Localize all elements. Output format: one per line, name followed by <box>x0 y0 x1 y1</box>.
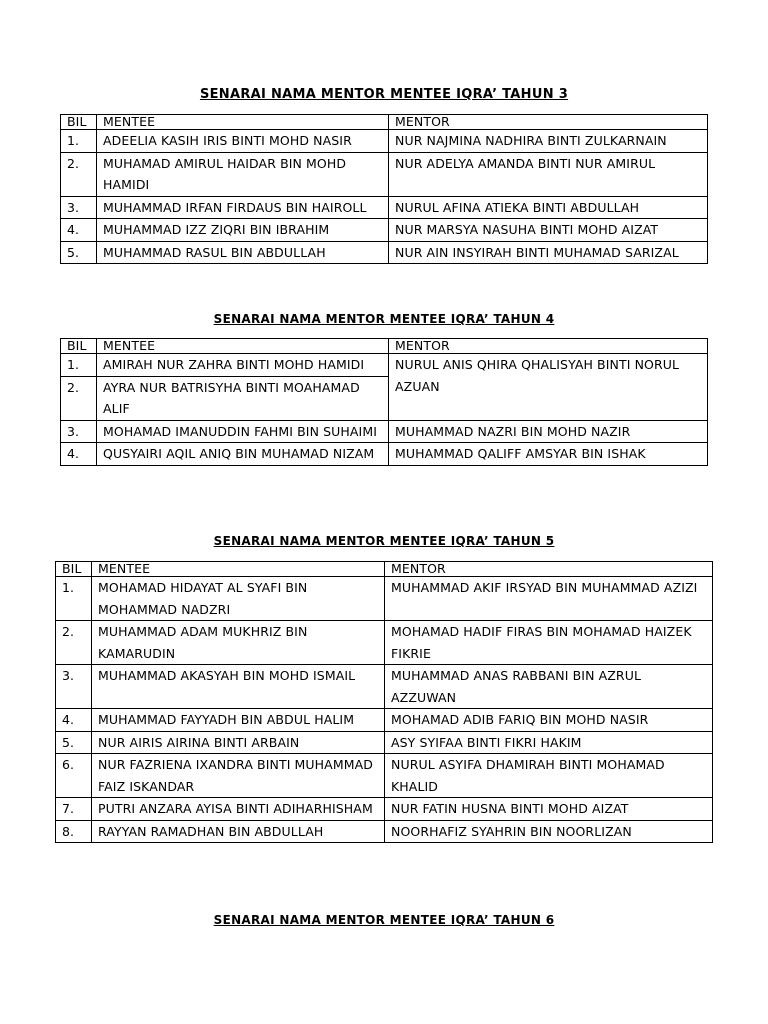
cell-bil: 5. <box>56 731 92 754</box>
cell-mentor: NUR FATIN HUSNA BINTI MOHD AIZAT <box>385 798 713 821</box>
table-row <box>61 130 708 153</box>
table-row <box>61 196 708 219</box>
table-row <box>61 420 708 443</box>
header-mentee: MENTEE <box>97 115 389 130</box>
cell-mentor: ASY SYIFAA BINTI FIKRI HAKIM <box>385 731 713 754</box>
table-header-row <box>61 115 708 130</box>
cell-mentee: PUTRI ANZARA AYISA BINTI ADIHARHISHAM <box>92 798 385 821</box>
cell-mentee: MUHAMMAD IZZ ZIQRI BIN IBRAHIM <box>97 219 389 242</box>
cell-bil: 7. <box>56 798 92 821</box>
cell-mentee: MUHAMMAD IRFAN FIRDAUS BIN HAIROLL <box>97 196 389 219</box>
table-row <box>61 443 708 466</box>
header-bil: BIL <box>56 562 92 577</box>
table-row <box>56 709 713 732</box>
table-row <box>56 798 713 821</box>
cell-bil: 1. <box>61 354 97 377</box>
table-row <box>61 354 708 377</box>
header-mentor: MENTOR <box>389 339 708 354</box>
cell-mentee: MUHAMAD AMIRUL HAIDAR BIN MOHD HAMIDI <box>97 152 389 196</box>
header-bil: BIL <box>61 339 97 354</box>
cell-bil: 8. <box>56 820 92 843</box>
cell-mentee: NUR AIRIS AIRINA BINTI ARBAIN <box>92 731 385 754</box>
cell-mentor: MOHAMAD ADIB FARIQ BIN MOHD NASIR <box>385 709 713 732</box>
cell-mentee: QUSYAIRI AQIL ANIQ BIN MUHAMAD NIZAM <box>97 443 389 466</box>
cell-mentee: RAYYAN RAMADHAN BIN ABDULLAH <box>92 820 385 843</box>
cell-mentor: MUHAMMAD AKIF IRSYAD BIN MUHAMMAD AZIZI <box>385 577 713 621</box>
table-row <box>56 754 713 798</box>
header-mentor: MENTOR <box>385 562 713 577</box>
cell-mentor: NURUL ASYIFA DHAMIRAH BINTI MOHAMAD KHALID <box>385 754 713 798</box>
table-row <box>56 820 713 843</box>
table-row <box>56 621 713 665</box>
cell-mentor: MOHAMAD HADIF FIRAS BIN MOHAMAD HAIZEK FIKRIE <box>385 621 713 665</box>
cell-mentor: MUHAMMAD NAZRI BIN MOHD NAZIR <box>389 420 708 443</box>
cell-mentee: MUHAMMAD RASUL BIN ABDULLAH <box>97 241 389 264</box>
cell-mentee: MOHAMAD HIDAYAT AL SYAFI BIN MOHAMMAD NADZRI <box>92 577 385 621</box>
cell-mentor: NUR ADELYA AMANDA BINTI NUR AMIRUL <box>389 152 708 196</box>
cell-mentor: NOORHAFIZ SYAHRIN BIN NOORLIZAN <box>385 820 713 843</box>
header-mentor: MENTOR <box>389 115 708 130</box>
cell-bil: 1. <box>56 577 92 621</box>
cell-bil: 4. <box>61 219 97 242</box>
table-header-row <box>56 562 713 577</box>
cell-bil: 3. <box>56 665 92 709</box>
table-row <box>56 577 713 621</box>
cell-mentee: ADEELIA KASIH IRIS BINTI MOHD NASIR <box>97 130 389 153</box>
mentor-table-tahun-3 <box>60 114 708 264</box>
section-title-tahun-4: SENARAI NAMA MENTOR MENTEE IQRA’ TAHUN 4 <box>213 312 555 326</box>
cell-mentor: MUHAMMAD QALIFF AMSYAR BIN ISHAK <box>389 443 708 466</box>
cell-bil: 2. <box>56 621 92 665</box>
cell-bil: 2. <box>61 376 97 420</box>
cell-mentor: NUR NAJMINA NADHIRA BINTI ZULKARNAIN <box>389 130 708 153</box>
section-title-tahun-3: SENARAI NAMA MENTOR MENTEE IQRA’ TAHUN 3 <box>199 87 569 102</box>
table-row <box>61 241 708 264</box>
cell-bil: 6. <box>56 754 92 798</box>
cell-mentee: MUHAMMAD AKASYAH BIN MOHD ISMAIL <box>92 665 385 709</box>
cell-bil: 3. <box>61 420 97 443</box>
cell-mentor: NUR MARSYA NASUHA BINTI MOHD AIZAT <box>389 219 708 242</box>
cell-mentee: MOHAMAD IMANUDDIN FAHMI BIN SUHAIMI <box>97 420 389 443</box>
section-title-tahun-6: SENARAI NAMA MENTOR MENTEE IQRA’ TAHUN 6 <box>213 913 555 927</box>
cell-bil: 5. <box>61 241 97 264</box>
mentor-table-tahun-5 <box>55 561 713 843</box>
table-row <box>56 665 713 709</box>
cell-mentee: NUR FAZRIENA IXANDRA BINTI MUHAMMAD FAIZ ISKANDAR <box>92 754 385 798</box>
cell-bil: 4. <box>61 443 97 466</box>
header-mentee: MENTEE <box>97 339 389 354</box>
cell-mentor: NURUL AFINA ATIEKA BINTI ABDULLAH <box>389 196 708 219</box>
cell-mentee: MUHAMMAD ADAM MUKHRIZ BIN KAMARUDIN <box>92 621 385 665</box>
cell-mentor-shared: NURUL ANIS QHIRA QHALISYAH BINTI NORUL AZUAN <box>389 354 708 421</box>
table-row <box>61 219 708 242</box>
cell-bil: 3. <box>61 196 97 219</box>
section-title-tahun-5: SENARAI NAMA MENTOR MENTEE IQRA’ TAHUN 5 <box>213 534 555 548</box>
cell-bil: 1. <box>61 130 97 153</box>
cell-mentor: MUHAMMAD ANAS RABBANI BIN AZRUL AZZUWAN <box>385 665 713 709</box>
table-row <box>56 731 713 754</box>
mentor-table-tahun-4 <box>60 338 708 466</box>
cell-mentee: MUHAMMAD FAYYADH BIN ABDUL HALIM <box>92 709 385 732</box>
cell-mentee: AYRA NUR BATRISYHA BINTI MOAHAMAD ALIF <box>97 376 389 420</box>
cell-bil: 4. <box>56 709 92 732</box>
header-bil: BIL <box>61 115 97 130</box>
cell-mentor: NUR AIN INSYIRAH BINTI MUHAMAD SARIZAL <box>389 241 708 264</box>
table-header-row <box>61 339 708 354</box>
cell-bil: 2. <box>61 152 97 196</box>
cell-mentee: AMIRAH NUR ZAHRA BINTI MOHD HAMIDI <box>97 354 389 377</box>
header-mentee: MENTEE <box>92 562 385 577</box>
table-row <box>61 152 708 196</box>
